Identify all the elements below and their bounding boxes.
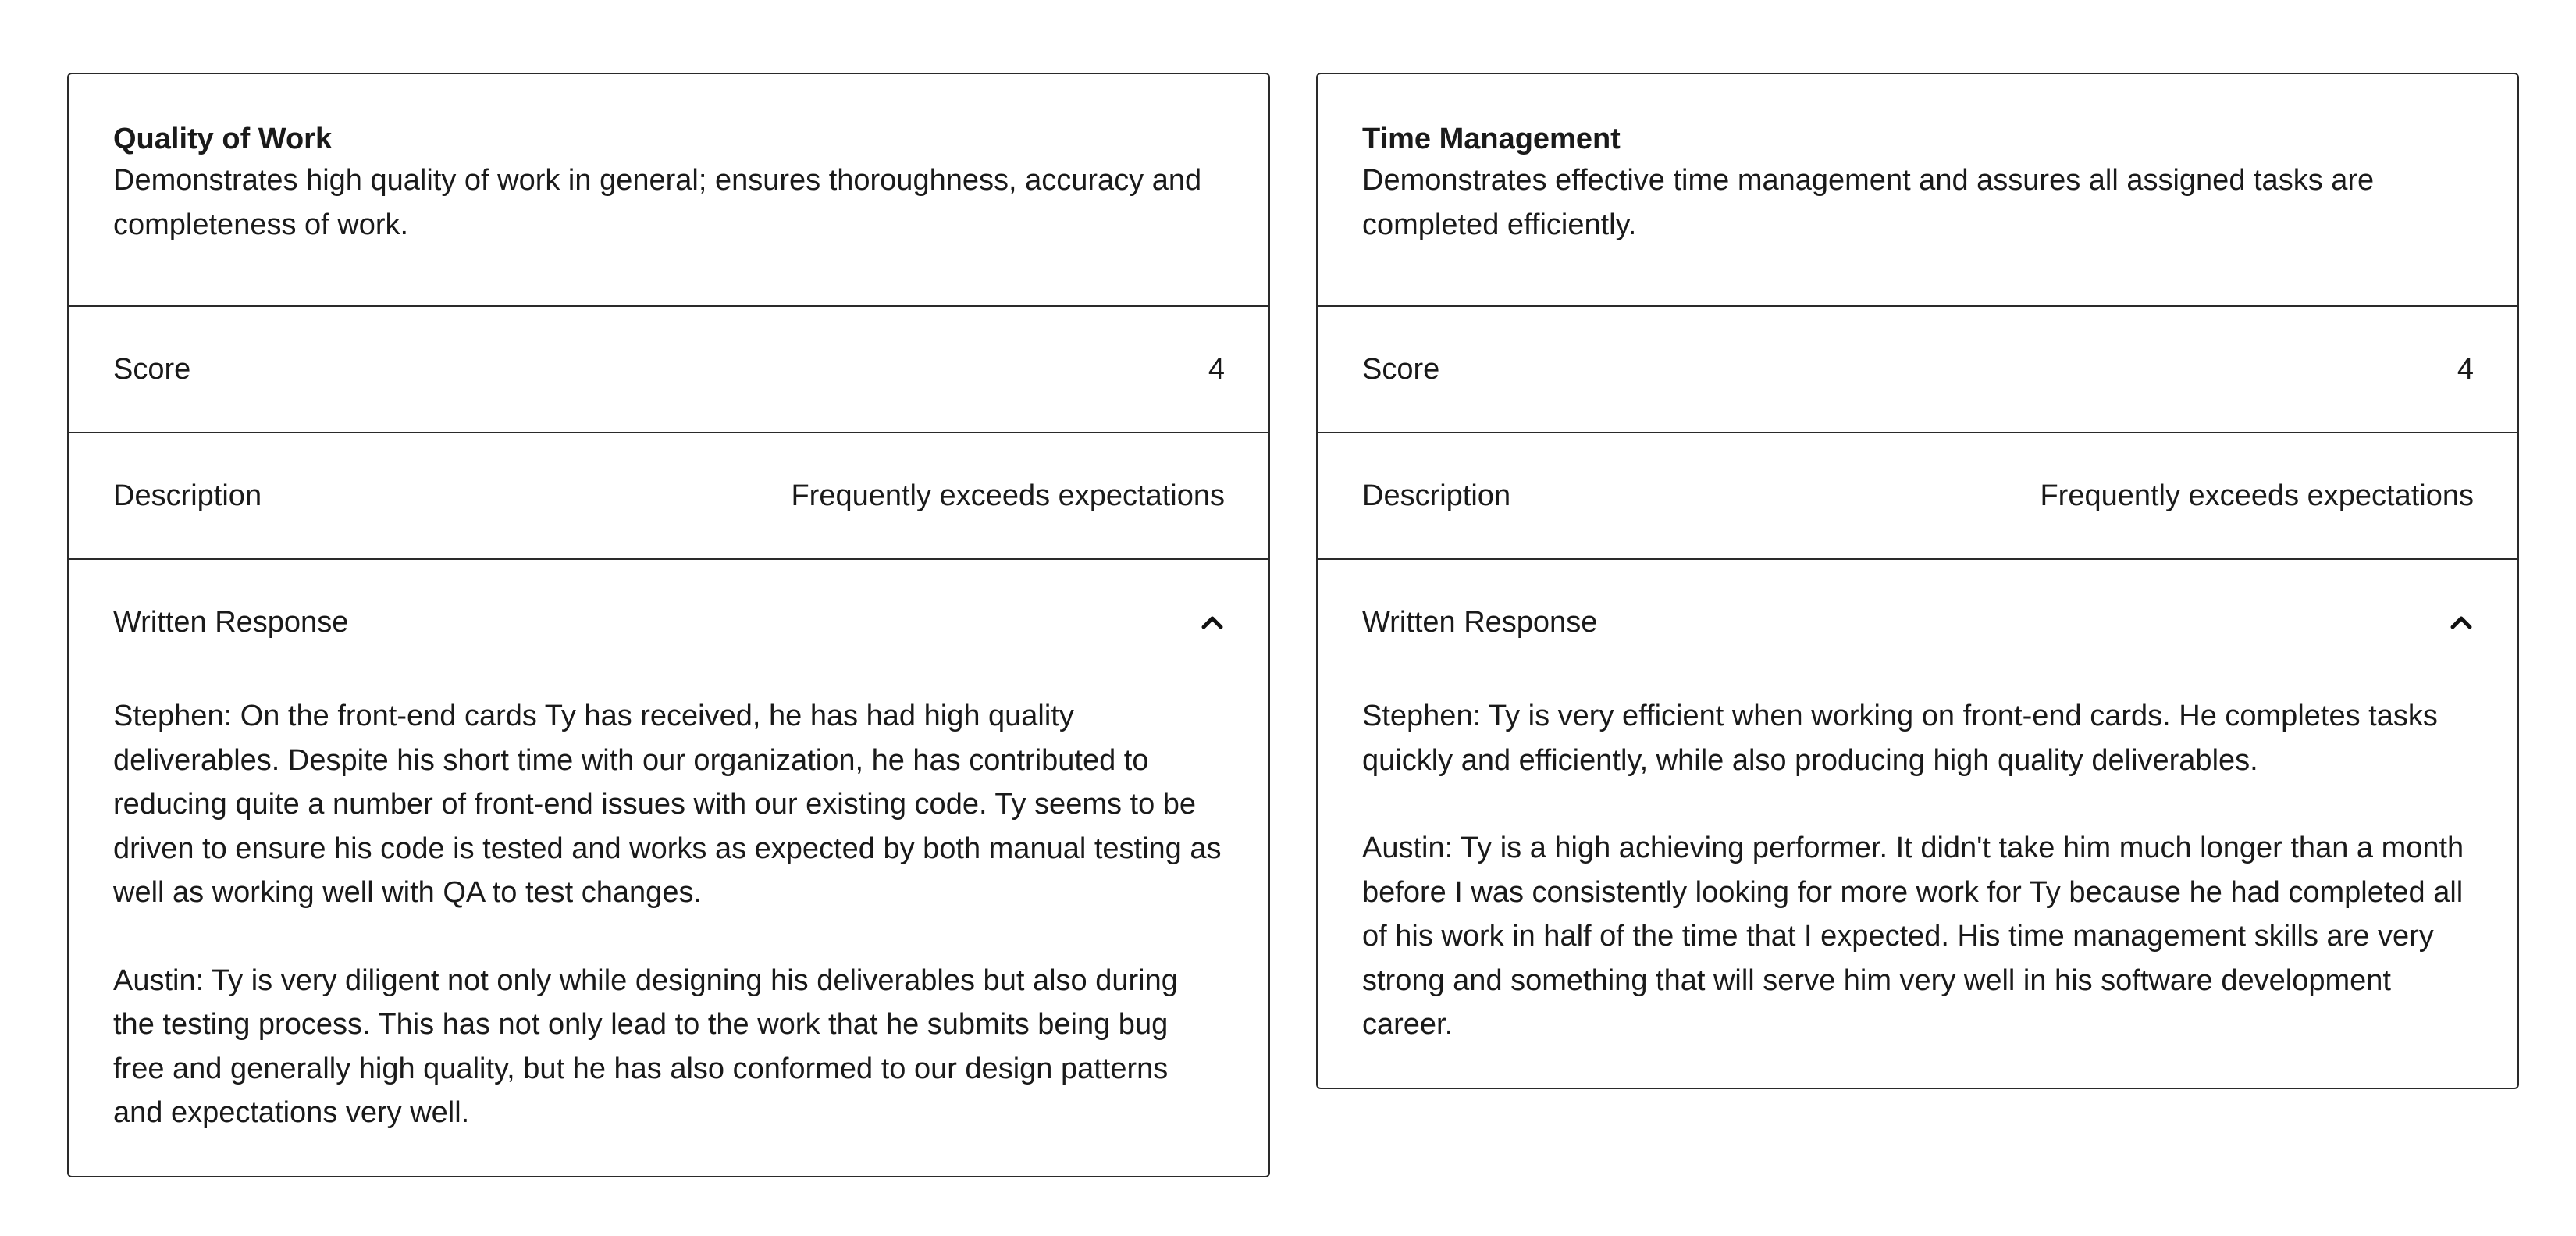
description-label: Description	[113, 479, 262, 512]
score-row	[69, 307, 1268, 433]
card-header	[1318, 74, 2517, 307]
description-row	[69, 433, 1268, 560]
response-paragraph: Austin: Ty is very diligent not only while designing his deliverables but also during the testing process. This has not only lead to the work that he submits being bug free and generally high quality, but he has also conformed to our design patterns and expectations very well.	[113, 964, 1178, 1129]
score-label: Score	[113, 352, 191, 386]
written-response-toggle[interactable]	[1362, 560, 2474, 685]
score-value: 4	[2457, 352, 2474, 386]
written-response-section	[1318, 560, 2517, 1088]
response-paragraph: Austin: Ty is a high achieving performer. It didn't take him much longer than a month before I was consistently looking for more work for Ty because he had completed all of his work in half of the time that I expected. His time management skills are very strong and something that will serve him very well in his software development career.	[1362, 832, 2464, 1041]
written-response-label: Written Response	[1362, 605, 1598, 639]
competency-card-time-management	[1316, 73, 2519, 1089]
written-response-body	[113, 694, 1225, 1135]
written-response-section	[69, 560, 1268, 1176]
score-label: Score	[1362, 352, 1440, 386]
card-subtitle: Demonstrates high quality of work in general; ensures thoroughness, accuracy and completeness of work.	[113, 164, 1202, 241]
written-response-body	[1362, 694, 2474, 1047]
description-value: Frequently exceeds expectations	[791, 479, 1225, 512]
chevron-up-icon[interactable]	[2449, 610, 2474, 635]
score-row	[1318, 307, 2517, 433]
description-value: Frequently exceeds expectations	[2040, 479, 2474, 512]
written-response-label: Written Response	[113, 605, 349, 639]
written-response-toggle[interactable]	[113, 560, 1225, 685]
description-label: Description	[1362, 479, 1511, 512]
card-subtitle: Demonstrates effective time management and assures all assigned tasks are completed efficiently.	[1362, 164, 2375, 241]
response-paragraph: Stephen: Ty is very efficient when working on front-end cards. He completes tasks quickly and efficiently, while also producing high quality deliverables.	[1362, 700, 2438, 777]
card-title: Quality of Work	[113, 123, 333, 155]
description-row	[1318, 433, 2517, 560]
card-header	[69, 74, 1268, 307]
score-value: 4	[1208, 352, 1225, 386]
response-paragraph: Stephen: On the front-end cards Ty has received, he has had high quality deliverables. Despite his short time with our organization, he has contributed to reducing quite a number of front-end issues with our existing code. Ty seems to be driven to ensure his code is tested and works as expected by both manual testing as well as working well with QA to test changes.	[113, 700, 1222, 909]
card-title: Time Management	[1362, 123, 1621, 155]
competency-card-quality-of-work	[67, 73, 1270, 1177]
chevron-up-icon[interactable]	[1200, 610, 1225, 635]
